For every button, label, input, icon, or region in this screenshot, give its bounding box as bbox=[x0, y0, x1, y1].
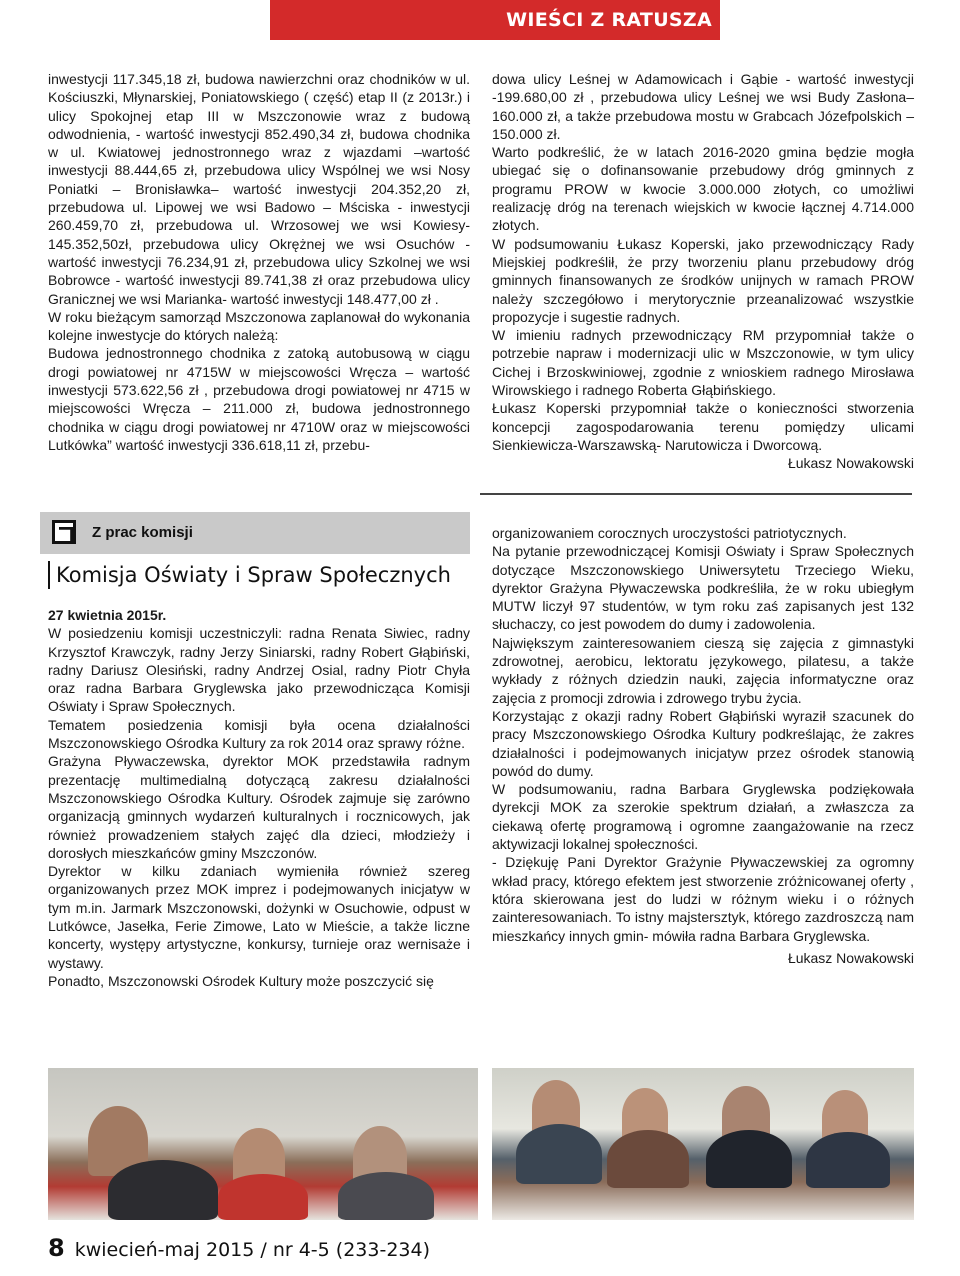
paragraph: Grażyna Pływaczewska, dyrektor MOK przedstawiła radnym prezentację multimedialną dotyczącą zakresu działalności Mszczonowskiego Ośrodka Kultury. Ośrodek zajmuje się zarówno organizacją gminnych wydarzeń kulturalnych i rocznicowych, jak również prowadzeniem stałych zajęć dla dzieci, młodzieży i dorosłych mieszkańców gminy Mszczonów. bbox=[48, 753, 470, 861]
paragraph: W podsumowaniu, radna Barbara Gryglewska podziękowała dyrekcji MOK za szerokie spektrum działań, a zwłaszcza za ciekawą ofertę programową i ogromne zaangażowanie na rzecz aktywizacji lokalnej społeczności. bbox=[492, 781, 914, 853]
paragraph: Budowa jednostronnego chodnika z zatoką autobusową w ciągu drogi powiatowej nr 4715W w miejscowości Wręcza – wartość inwestycji 573.622,56 zł , przebudowa drogi powiatowej nr 4715 w miejscowości Wręcza – 211.000 zł, budowa jednostronnego chodnika w ciągu drogi powiatowej nr 4710W oraz w miejscowości Lutkówka” wartość inwestycji 336.618,11 zł, przebu- bbox=[48, 345, 470, 453]
paragraph: Korzystając z okazji radny Robert Głąbiński wyraził szacunek do pracy Mszczonowskiego Ośrodka Kultury podkreślając, że zakres działalności i podejmowanych inicjatyw przez ośrodek stanowią powód do dumy. bbox=[492, 707, 914, 779]
article-column-right-bottom bbox=[492, 524, 914, 967]
person-figure bbox=[218, 1174, 308, 1220]
checkbox-icon bbox=[52, 520, 76, 544]
photo-strip bbox=[48, 1068, 914, 1220]
paragraph: dowa ulicy Leśnej w Adamowicach i Gąbie - wartość inwestycji -199.680,00 zł , przebudowa ulicy Leśnej we wsi Budy Zasłona– 160.000 zł, a także przebudowa mostu w Grabcach Józefpolskich – 150.000 zł. bbox=[492, 71, 914, 142]
paragraph: Warto podkreślić, że w latach 2016-2020 gmina będzie mogła ubiegać się o dofinansowanie przebudowy dróg gminnych z programu PROW w kwocie 3.000.000 złotych, co umożliwi realizację dróg na terenach wiejskich w kwocie łącznej 4.714.000 złotych. bbox=[492, 144, 914, 234]
section-divider bbox=[480, 493, 912, 495]
paragraph: Na pytanie przewodniczącej Komisji Oświaty i Spraw Społecznych dotyczące Mszczonowskiego Uniwersytetu Trzeciego Wieku, dyrektor Grażyna Pływaczewska podkreśliła, że w roku ubiegłym MUTW liczył 97 studentów, w tym roku zaś zapisanych jest 132 słuchaczy, co jest powodem do dumy i zadowolenia. bbox=[492, 543, 914, 633]
paragraph: organizowaniem corocznych uroczystości patriotycznych. bbox=[492, 525, 847, 541]
paragraph: inwestycji 117.345,18 zł, budowa nawierzchni oraz chodników w ul. Kościuszki, Młynarskiej, Poniatowskiego ( część) etap II (z 2013r.) i ulicy Spokojnej etap III w Mszczonowie wraz z budową odwodnienia, - wartość inwestycji 852.490,34 zł, budowa chodnika w ul. Kwiatowej jednostronnego wraz z wjazdami –wartość inwestycji 88.444,65 zł, przebudowa ulicy Wspólnej we wsi Nosy Poniatki – Bronisławka– wartość inwestycji 204.352,20 zł, przebudowa ul. Lipowej we wsi Badowo – Mściska - inwestycji 260.459,70 zł, przebudowa ul. Wrzosowej we wsi Kowiesy-145.352,50zł, przebudowa ulicy Okrężnej we wsi Osuchów - wartość inwestycji 76.234,91 zł, przebudowa ulicy Szkolnej we wsi Bobrowce - wartość inwestycji 89.741,38 zł oraz przebudowa ulicy Granicznej we wsi Marianka- wartość inwestycji 148.477,00 zł . bbox=[48, 71, 470, 307]
author-signature: Łukasz Nowakowski bbox=[787, 949, 914, 966]
article-column-left-bottom bbox=[48, 606, 470, 990]
person-figure bbox=[338, 1172, 434, 1220]
paragraph: Ponadto, Mszczonowski Ośrodek Kultury może poszczycić się bbox=[48, 972, 434, 989]
author-signature: Łukasz Nowakowski bbox=[787, 455, 914, 472]
paragraph: W imieniu radnych przewodniczący RM przypomniał także o potrzebie napraw i modernizacji ulic w Mszczonowie, w tym ulicy Cichej i Brzoskwiniowej, zgodnie z wnioskiem radnego Mirosława Wirowskiego i radnego Roberta Głąbińskiego. bbox=[492, 327, 914, 399]
meeting-photo-right bbox=[492, 1068, 914, 1220]
issue-info: kwiecień-maj 2015 / nr 4-5 (233-234) bbox=[74, 1239, 431, 1261]
meeting-photo-left bbox=[48, 1068, 478, 1220]
article-title: Komisja Oświaty i Spraw Społecznych bbox=[48, 561, 451, 589]
paragraph: Tematem posiedzenia komisji była ocena działalności Mszczonowskiego Ośrodka Kultury za rok 2014 oraz sprawy różne. bbox=[48, 716, 470, 752]
person-figure bbox=[516, 1124, 602, 1184]
section-header: WIEŚCI Z RATUSZA bbox=[270, 0, 720, 40]
paragraph: - Dziękuję Pani Dyrektor Grażynie Pływaczewskiej za ogromny wkład pracy, którego efektem jest stworzenie zróżnicowanej oferty , która skierowana jest do ludzi w różnym wieku i o różnych zainteresowaniach. To istny majstersztyk, którego zazdroszczą nam mieszkańcy innych gmin- mówiła radna Barbara Gryglewska. bbox=[492, 854, 914, 944]
paragraph: W podsumowaniu Łukasz Koperski, jako przewodniczący Rady Miejskiej podkreślił, że przy tworzeniu planu przebudowy dróg gminnych finansowanych ze środków unijnych w ramach PROW należy szczegółowo i merytorycznie przeanalizować wszystkie propozycje i sugestie radnych. bbox=[492, 235, 914, 325]
person-figure bbox=[806, 1132, 890, 1188]
paragraph: W roku bieżącym samorząd Mszczonowa zaplanował do wykonania kolejne inwestycje do których należą: bbox=[48, 308, 470, 344]
person-figure bbox=[706, 1130, 792, 1188]
person-figure bbox=[607, 1130, 689, 1188]
person-figure bbox=[108, 1160, 218, 1220]
paragraph: Dyrektor w kilku zdaniach wymieniła również szereg organizowanych przez MOK imprez i podejmowanych inicjatyw w tym m.in. Jarmark Mszczonowski, dożynki w Osuchowie, odpust w Lutkówce, Jasełka, Ferie Zimowe, Lato w Mieście, a także liczne koncerty, występy artystyczne, konkursy, turnieje oraz wernisaże i wystawy. bbox=[48, 863, 470, 971]
paragraph: Łukasz Koperski przypomniał także o konieczności stworzenia koncepcji zagospodarowania terenu pomiędzy ulicami Sienkiewicza-Warszawską- Narutowicza i Dworcową. bbox=[492, 400, 914, 453]
article-column-right-top bbox=[492, 70, 914, 473]
paragraph: Największym zainteresowaniem cieszą się zajęcia z gimnastyki zdrowotnej, aerobicu, lektoratu językowego, pilatesu, a także wykłady z różnych dziedzin nauki, zajęcia informatyczne oraz zajęcia z promocji zdrowia i zdrowego trybu życia. bbox=[492, 634, 914, 706]
article-column-left-top bbox=[48, 70, 470, 454]
page-number: 8 bbox=[48, 1234, 65, 1262]
section-label: Z prac komisji bbox=[92, 524, 193, 541]
meeting-date: 27 kwietnia 2015r. bbox=[48, 607, 167, 623]
paragraph: W posiedzeniu komisji uczestniczyli: radna Renata Siwiec, radny Krzysztof Krawczyk, radny Jerzy Siniarski, radny Robert Głąbiński, radny Dariusz Olesiński, radny Andrzej Osial, radny Piotr Chyła oraz radna Barbara Gryglewska jako przewodnicząca Komisji Oświaty i Spraw Społecznych. bbox=[48, 625, 470, 715]
page-footer bbox=[48, 1234, 430, 1262]
